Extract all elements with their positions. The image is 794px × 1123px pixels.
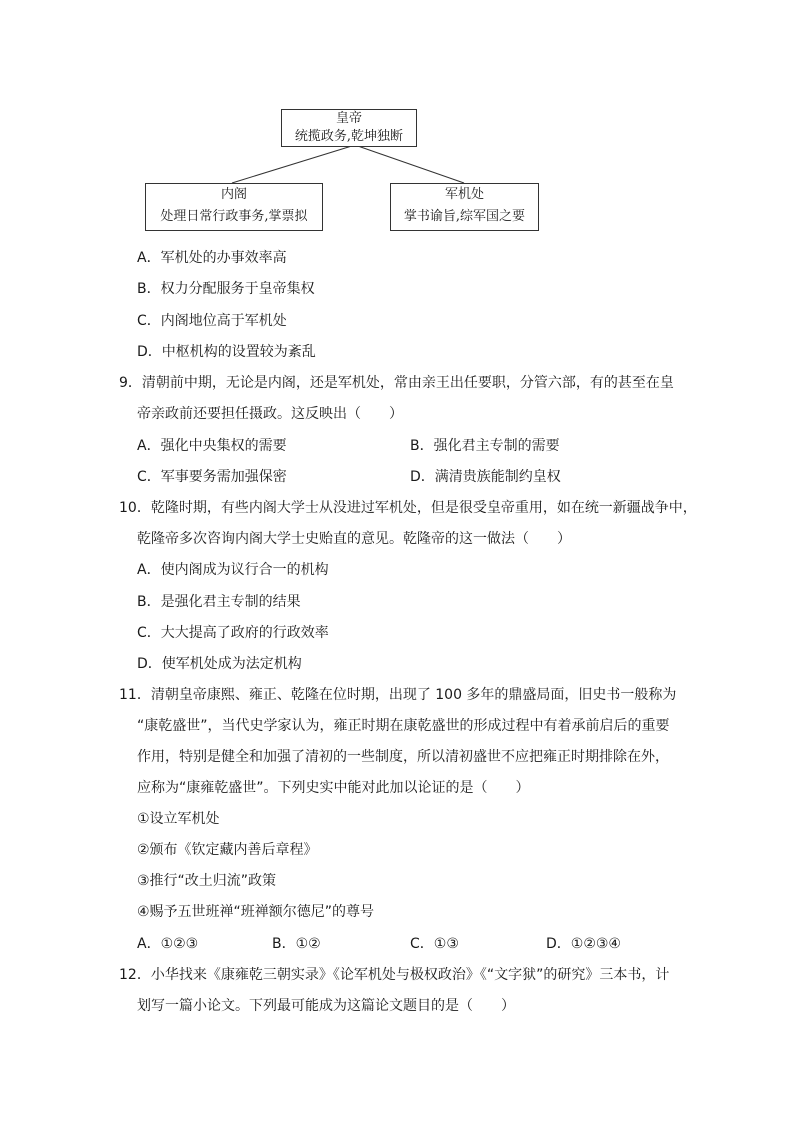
- q11-option-d: D．①②③④: [546, 936, 621, 952]
- grand-secretariat-title: 内阁: [220, 187, 247, 202]
- q9-stem-line-2: 帝亲政前还要担任摄政。这反映出（ ）: [137, 406, 403, 422]
- q10-option-d: D．使军机处成为法定机构: [137, 656, 302, 672]
- q9-stem-line-1: 9．清朝前中期，无论是内阁，还是军机处，常由亲王出任要职，分管六部，有的甚至在皇: [119, 375, 674, 391]
- emperor-box: [281, 109, 417, 147]
- q8-option-c: C．内阁地位高于军机处: [137, 313, 287, 329]
- q12-stem-line-2: 划写一篇小论文。下列最可能成为这篇论文题目的是（ ）: [137, 998, 515, 1014]
- structure-diagram: [0, 0, 794, 240]
- grand-council-desc: 掌书谕旨,综军国之要: [403, 209, 526, 224]
- q11-stem-line-4: 应称为“康雍乾盛世”。下列史实中能对此加以论证的是（ ）: [137, 780, 530, 796]
- q8-option-d: D．中枢机构的设置较为紊乱: [137, 344, 316, 360]
- q11-option-a: A．①②③: [137, 936, 199, 952]
- q11-option-b: B．①②: [272, 936, 321, 952]
- q9-option-d: D．满清贵族能制约皇权: [410, 469, 561, 485]
- q9-option-b: B．强化君主专制的需要: [410, 438, 560, 454]
- grand-secretariat-desc: 处理日常行政事务,掌票拟: [160, 209, 308, 224]
- q9-option-c: C．军事要务需加强保密: [137, 469, 287, 485]
- q11-item-4: ④赐予五世班禅“班禅额尔德尼”的尊号: [137, 904, 375, 920]
- q10-option-a: A．使内阁成为议行合一的机构: [137, 562, 329, 578]
- q10-option-b: B．是强化君主专制的结果: [137, 594, 301, 610]
- grand-council-title: 军机处: [444, 187, 484, 202]
- grand-council-box: [390, 183, 539, 231]
- q8-option-a: A．军机处的办事效率高: [137, 250, 287, 266]
- q11-item-2: ②颁布《钦定藏内善后章程》: [137, 842, 318, 858]
- q10-stem-line-1: 10．乾隆时期，有些内阁大学士从没进过军机处，但是很受皇帝重用，如在统一新疆战争中，: [119, 500, 697, 516]
- emperor-desc: 统揽政务,乾坤独断: [294, 129, 404, 144]
- q10-stem-line-2: 乾隆帝多次咨询内阁大学士史贻直的意见。乾隆帝的这一做法（ ）: [137, 531, 571, 547]
- q8-option-b: B．权力分配服务于皇帝集权: [137, 281, 315, 297]
- q11-option-c: C．①③: [410, 936, 459, 952]
- q12-stem-line-1: 12．小华找来《康雍乾三朝实录》《论军机处与极权政治》《“文字狱”的研究》三本书，计: [119, 967, 670, 983]
- emperor-title: 皇帝: [335, 111, 362, 126]
- q11-stem-line-1: 11．清朝皇帝康熙、雍正、乾隆在位时期，出现了 100 多年的鼎盛局面，旧史书一般称为: [119, 687, 677, 703]
- q9-option-a: A．强化中央集权的需要: [137, 438, 287, 454]
- q11-stem-line-2: “康乾盛世”，当代史学家认为，雍正时期在康乾盛世的形成过程中有着承前启后的重要: [137, 718, 670, 734]
- q11-stem-line-3: 作用，特别是健全和加强了清初的一些制度，所以清初盛世不应把雍正时期排除在外，: [137, 749, 669, 765]
- q11-item-1: ①设立军机处: [137, 811, 220, 827]
- grand-secretariat-box: [145, 183, 323, 231]
- q10-option-c: C．大大提高了政府的行政效率: [137, 625, 329, 641]
- q11-item-3: ③推行“改土归流”政策: [137, 873, 277, 889]
